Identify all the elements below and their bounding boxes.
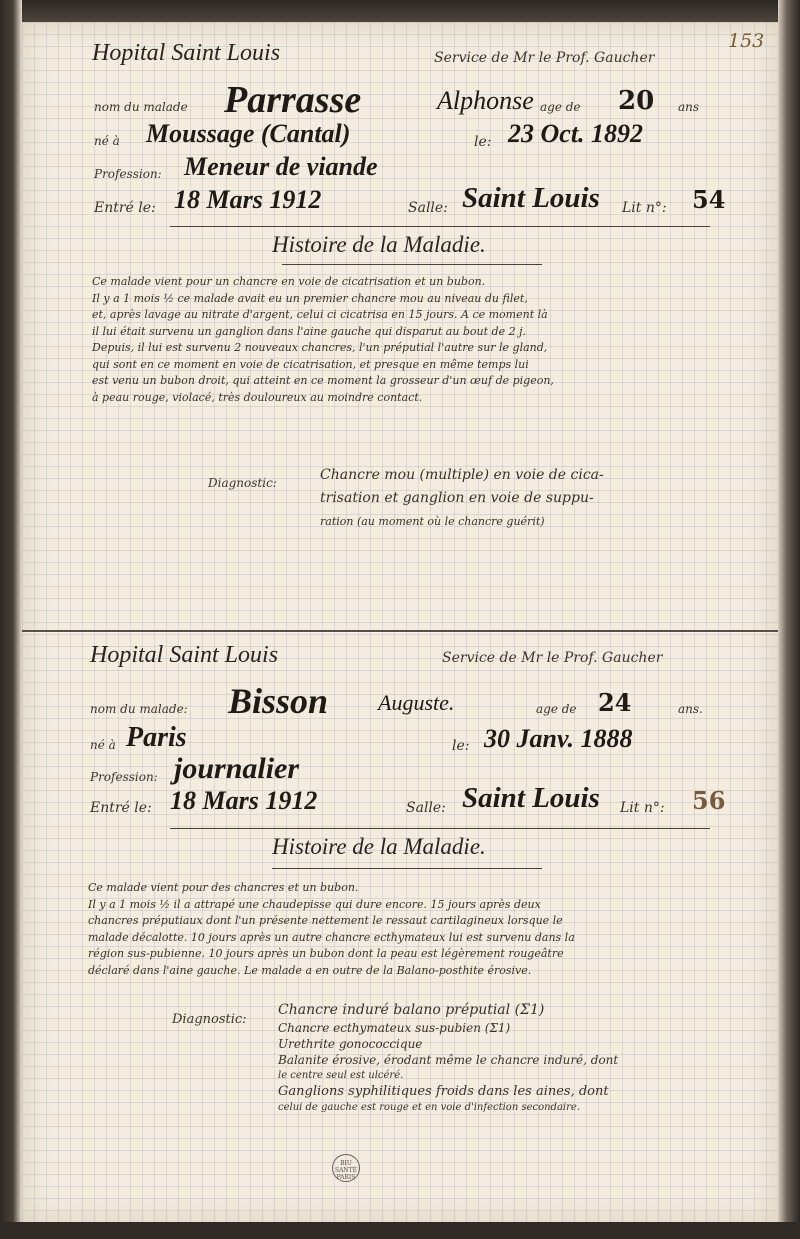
diagnostic-line: trisation et ganglion en voie de suppu- — [320, 490, 594, 506]
age-unit: ans. — [678, 702, 703, 716]
patient-age: 24 — [598, 688, 632, 717]
diagnostic-line: Chancre induré balano préputial (Σ1) — [278, 1002, 545, 1018]
diagnostic-text — [278, 1000, 618, 1116]
name-label: nom du malade — [94, 100, 188, 114]
name-label: nom du malade: — [90, 702, 188, 716]
diagnostic-line: ration (au moment où le chancre guérit) — [320, 515, 545, 528]
profession-label: Profession: — [90, 770, 158, 784]
diagnostic-line: Balanite érosive, érodant même le chancre induré, dont — [278, 1053, 619, 1067]
age-label: age de — [540, 100, 581, 114]
book-left-edge — [0, 0, 22, 1239]
history-title: Histoire de la Maladie. — [272, 834, 486, 859]
lit-number: 54 — [692, 185, 726, 214]
birthdate: 23 Oct. 1892 — [508, 119, 644, 148]
record-divider — [22, 630, 778, 632]
register-page — [22, 22, 778, 1222]
entry-label: Entré le: — [90, 800, 152, 816]
profession: Meneur de viande — [184, 152, 378, 181]
born-label: né à — [90, 738, 116, 752]
patient-age: 20 — [618, 86, 655, 116]
patient-firstname: Alphonse — [437, 86, 534, 115]
rule-line — [170, 828, 710, 829]
history-line: région sus-pubienne. 10 jours après un bubon dont la peau est légèrement rougeâtre — [88, 947, 564, 960]
salle-name: Saint Louis — [462, 182, 600, 214]
history-line: est venu un bubon droit, qui atteint en ce moment la grosseur d'un œuf de pigeon, — [92, 374, 554, 387]
diagnostic-line: Chancre ecthymateux sus-pubien (Σ1) — [278, 1021, 511, 1035]
lit-number: 56 — [692, 786, 726, 815]
salle-label: Salle: — [408, 200, 448, 216]
history-line: Il y a 1 mois ½ ce malade avait eu un premier chancre mou au niveau du filet, — [92, 291, 528, 305]
birthplace: Paris — [126, 722, 187, 753]
birthdate: 30 Janv. 1888 — [484, 724, 633, 753]
age-unit: ans — [678, 100, 700, 114]
diagnostic-line: le centre seul est ulcéré. — [278, 1070, 404, 1081]
salle-label: Salle: — [406, 800, 446, 816]
diagnostic-line: celui de gauche est rouge et en voie d'infection secondaire. — [278, 1102, 580, 1113]
service-label: Service de Mr le Prof. Gaucher — [434, 50, 655, 66]
history-line: déclaré dans l'aine gauche. Le malade a en outre de la Balano-posthite érosive. — [88, 963, 532, 977]
history-line: malade décalotte. 10 jours après un autre chancre ecthymateux lui est survenu dans la — [88, 930, 575, 944]
history-line: Depuis, il lui est survenu 2 nouveaux chancres, l'un préputial l'autre sur le gland, — [92, 341, 548, 354]
entry-label: Entré le: — [94, 200, 156, 216]
salle-name: Saint Louis — [462, 782, 600, 814]
book-right-edge — [778, 0, 800, 1239]
profession: journalier — [174, 752, 300, 785]
entry-date: 18 Mars 1912 — [170, 786, 318, 815]
history-line: il lui était survenu un ganglion dans l'aine gauche qui disparut au bout de 2 j. — [92, 324, 527, 338]
lit-label: Lit n°: — [622, 200, 667, 216]
history-line: à peau rouge, violacé, très douloureux au moindre contact. — [92, 390, 423, 404]
patient-surname: Bisson — [228, 681, 329, 721]
diagnostic-label: Diagnostic: — [172, 1012, 247, 1027]
diagnostic-line: Ganglions syphilitiques froids dans les aines, dont — [278, 1084, 609, 1099]
rule-line — [170, 226, 710, 227]
diagnostic-text — [320, 464, 604, 533]
history-text — [92, 274, 722, 406]
profession-label: Profession: — [94, 167, 162, 181]
history-line: et, après lavage au nitrate d'argent, celui ci cicatrisa en 15 jours. A ce moment là — [92, 308, 548, 321]
book-bottom-edge — [0, 1222, 800, 1239]
history-line: qui sont en ce moment en voie de cicatrisation, et presque en même temps lui — [92, 357, 529, 371]
page-number: 153 — [728, 30, 765, 52]
history-line: Ce malade vient pour un chancre en voie de cicatrisation et un bubon. — [92, 275, 486, 288]
diagnostic-label: Diagnostic: — [208, 476, 277, 490]
service-label: Service de Mr le Prof. Gaucher — [442, 650, 663, 666]
born-label: né à — [94, 134, 120, 148]
birthplace: Moussage (Cantal) — [146, 119, 351, 148]
diagnostic-line: Urethrite gonococcique — [278, 1037, 423, 1051]
birthdate-label: le: — [452, 738, 470, 754]
patient-surname: Parrasse — [224, 79, 362, 121]
history-line: Ce malade vient pour des chancres et un bubon. — [88, 881, 359, 894]
diagnostic-line: Chancre mou (multiple) en voie de cica- — [320, 467, 604, 483]
history-line: chancres préputiaux dont l'un présente nettement le ressaut cartilagineux lorsque le — [88, 914, 563, 927]
patient-firstname: Auguste. — [378, 690, 455, 715]
book-top-edge — [0, 0, 800, 22]
rule-line — [272, 868, 542, 869]
hospital-name: Hopital Saint Louis — [92, 40, 281, 66]
history-text — [88, 880, 728, 979]
history-line: Il y a 1 mois ½ il a attrapé une chaudepisse qui dure encore. 15 jours après deux — [88, 897, 541, 911]
entry-date: 18 Mars 1912 — [174, 185, 322, 214]
rule-line — [282, 264, 542, 265]
birthdate-label: le: — [474, 134, 492, 150]
library-stamp: BIU SANTÉ PARIS — [332, 1154, 360, 1182]
hospital-name: Hopital Saint Louis — [90, 642, 279, 668]
age-label: age de — [536, 702, 577, 716]
history-title: Histoire de la Maladie. — [272, 232, 486, 257]
lit-label: Lit n°: — [620, 800, 665, 816]
